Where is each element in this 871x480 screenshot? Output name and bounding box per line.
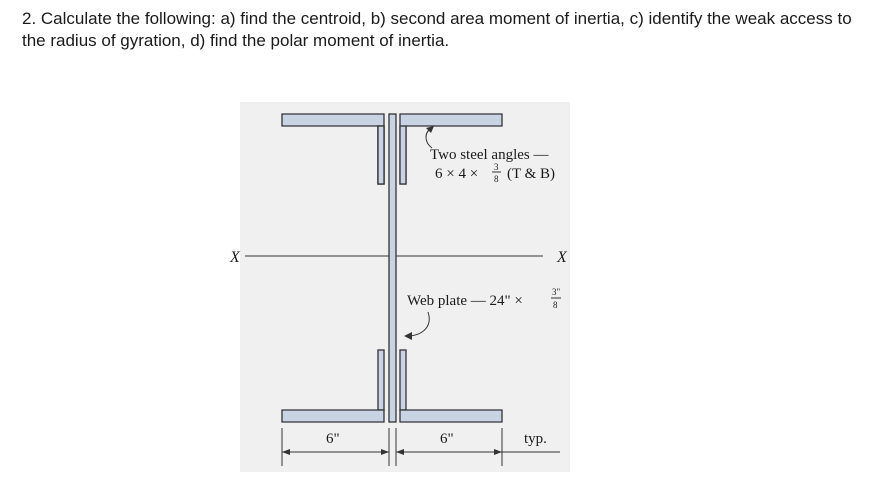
top-right-angle-vertical-leg: [400, 126, 406, 184]
web-plate: [389, 114, 396, 422]
i-section-figure: [220, 102, 580, 472]
angles-fraction-numerator: 3: [494, 162, 499, 172]
web-fraction-numerator: 3": [552, 287, 561, 297]
dim-left-label: 6": [326, 431, 340, 447]
question-text: 2. Calculate the following: a) find the centroid, b) second area moment of inertia, c) identify the weak access to the radius of gyration, d) find the polar moment of inertia.: [22, 9, 852, 50]
web-fraction-denominator: 8: [553, 300, 558, 310]
x-axis-label-left: X: [230, 249, 240, 266]
x-axis-label-right: X: [557, 249, 567, 266]
angles-label-line1: Two steel angles —: [430, 147, 549, 163]
dim-typ-label: typ.: [524, 431, 547, 447]
angles-label-line2-suffix: (T & B): [507, 166, 556, 182]
angles-fraction-denominator: 8: [494, 174, 499, 184]
top-left-angle-vertical-leg: [378, 126, 384, 184]
bottom-right-angle-vertical-leg: [400, 350, 406, 410]
section-diagram: [220, 102, 580, 472]
bottom-left-angle: [282, 410, 384, 422]
angles-label-line2-prefix: 6 × 4 ×: [435, 166, 479, 182]
web-plate-label: Web plate — 24" ×: [407, 293, 523, 309]
bottom-right-angle: [400, 410, 502, 422]
bottom-left-angle-vertical-leg: [378, 350, 384, 410]
dim-right-label: 6": [440, 431, 454, 447]
